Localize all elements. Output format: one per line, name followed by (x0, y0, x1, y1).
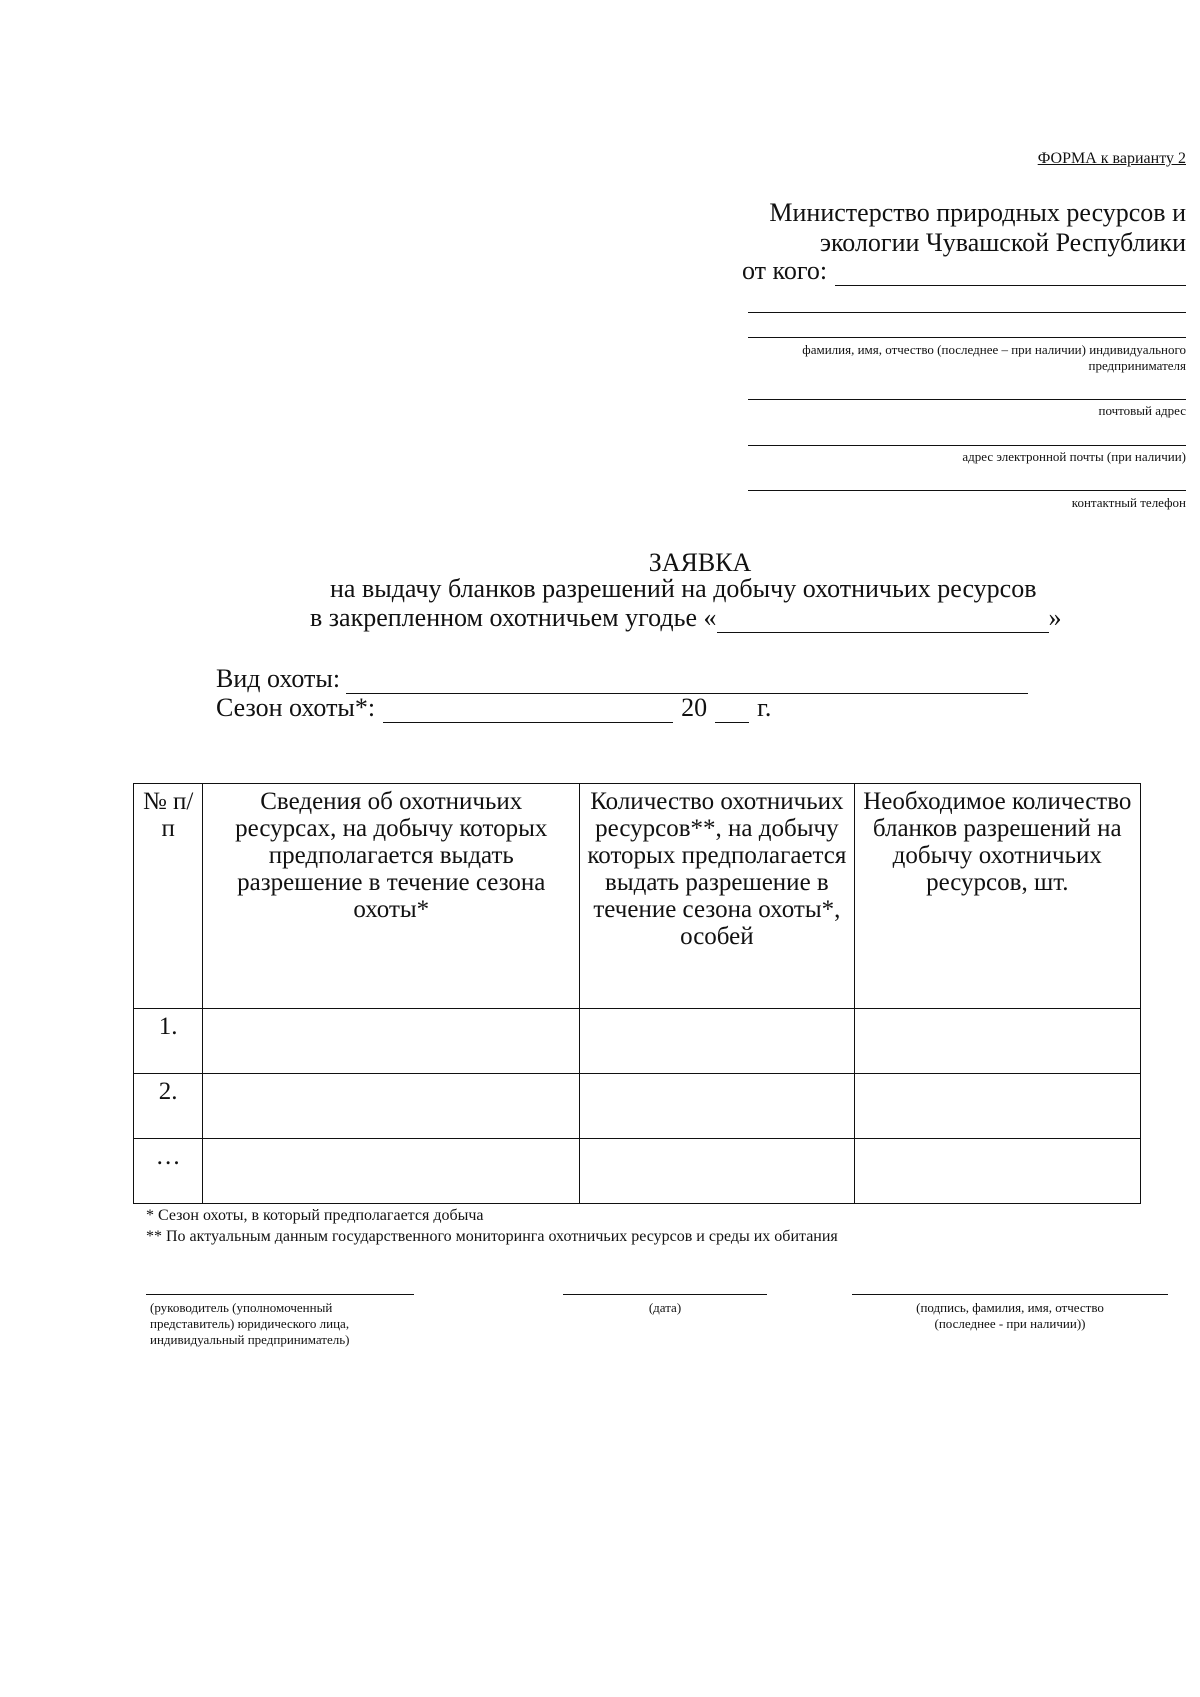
resource-info-cell[interactable] (203, 1009, 580, 1074)
date-caption: (дата) (648, 1300, 682, 1315)
from-input-line[interactable] (835, 261, 1186, 286)
header-blanks-needed: Необходимое количество бланков разрешений на добычу охотничьих ресурсов, шт. (854, 784, 1140, 1009)
hunt-type-label: Вид охоты: (216, 664, 341, 693)
ministry-line-2: экологии Чувашской Республики (819, 228, 1186, 257)
header-resource-info: Сведения об охотничьих ресурсах, на добычу которых предполагается выдать разрешение в течение сезона охоты* (203, 784, 580, 1009)
table-header-row (134, 784, 1141, 1009)
document-subtitle-line-1: на выдачу бланков разрешений на добычу охотничьих ресурсов (330, 574, 1037, 603)
hunting-ground-suffix: » (1048, 603, 1062, 632)
season-row (216, 693, 771, 723)
email-caption: адрес электронной почты (при наличии) (962, 449, 1186, 464)
fio-caption-line-1: фамилия, имя, отчество (последнее – при наличии) индивидуального (802, 342, 1186, 357)
resource-quantity-cell[interactable] (580, 1009, 854, 1074)
phone-line[interactable] (748, 490, 1186, 491)
document-title: ЗАЯВКА (648, 548, 752, 577)
signature-caption-line-1: (подпись, фамилия, имя, отчество (916, 1300, 1104, 1315)
row-number: 2. (134, 1074, 203, 1139)
resource-quantity-cell[interactable] (580, 1139, 854, 1204)
table-row (134, 1074, 1141, 1139)
resource-info-cell[interactable] (203, 1139, 580, 1204)
header-resource-quantity: Количество охотничьих ресурсов**, на добычу которых предполагается выдать разрешение в течение сезона охоты*, особей (580, 784, 854, 1009)
fio-line-1[interactable] (748, 312, 1186, 313)
hunting-ground-input-line[interactable] (717, 608, 1049, 633)
fio-caption (802, 342, 1186, 374)
season-year-prefix: 20 (681, 693, 708, 722)
fio-line-2[interactable] (748, 337, 1186, 338)
postal-caption: почтовый адрес (1098, 403, 1186, 418)
head-caption (150, 1300, 350, 1348)
date-line[interactable] (563, 1294, 767, 1295)
resources-table (133, 783, 1141, 1204)
ministry-line-1: Министерство природных ресурсов и (769, 198, 1186, 227)
signature-caption (852, 1300, 1168, 1332)
head-caption-line-3: индивидуальный предприниматель) (150, 1332, 350, 1347)
blanks-needed-cell[interactable] (854, 1009, 1140, 1074)
hunt-type-row (216, 664, 1028, 694)
head-caption-line-1: (руководитель (уполномоченный (150, 1300, 333, 1315)
recipient-ministry (769, 198, 1186, 258)
blanks-needed-cell[interactable] (854, 1139, 1140, 1204)
footnote-season: * Сезон охоты, в который предполагается добыча (146, 1207, 484, 1224)
form-variant-tag: ФОРМА к варианту 2 (1037, 150, 1186, 167)
email-line[interactable] (748, 445, 1186, 446)
season-input-line[interactable] (383, 698, 673, 723)
document-subtitle-line-2 (310, 603, 1062, 633)
header-number: № п/п (134, 784, 203, 1009)
resource-info-cell[interactable] (203, 1074, 580, 1139)
signature-caption-line-2: (последнее - при наличии)) (934, 1316, 1086, 1331)
head-caption-line-2: представитель) юридического лица, (150, 1316, 350, 1331)
season-year-suffix: г. (757, 693, 772, 722)
hunting-ground-prefix: в закрепленном охотничьем угодье « (310, 603, 717, 632)
season-year-input-line[interactable] (715, 698, 749, 723)
hunt-type-input-line[interactable] (346, 669, 1028, 694)
blanks-needed-cell[interactable] (854, 1074, 1140, 1139)
phone-caption: контактный телефон (1071, 495, 1186, 510)
fio-caption-line-2: предпринимателя (1088, 358, 1186, 373)
resource-quantity-cell[interactable] (580, 1074, 854, 1139)
season-label: Сезон охоты*: (216, 693, 376, 722)
row-number: 1. (134, 1009, 203, 1074)
row-number: … (134, 1139, 203, 1204)
from-row (742, 256, 1186, 286)
head-signature-line[interactable] (146, 1294, 414, 1295)
table-row (134, 1139, 1141, 1204)
signature-line[interactable] (852, 1294, 1168, 1295)
postal-address-line[interactable] (748, 399, 1186, 400)
table-row (134, 1009, 1141, 1074)
footnote-monitoring: ** По актуальным данным государственного мониторинга охотничьих ресурсов и среды их обитания (146, 1228, 838, 1245)
from-label: от кого: (742, 256, 828, 285)
